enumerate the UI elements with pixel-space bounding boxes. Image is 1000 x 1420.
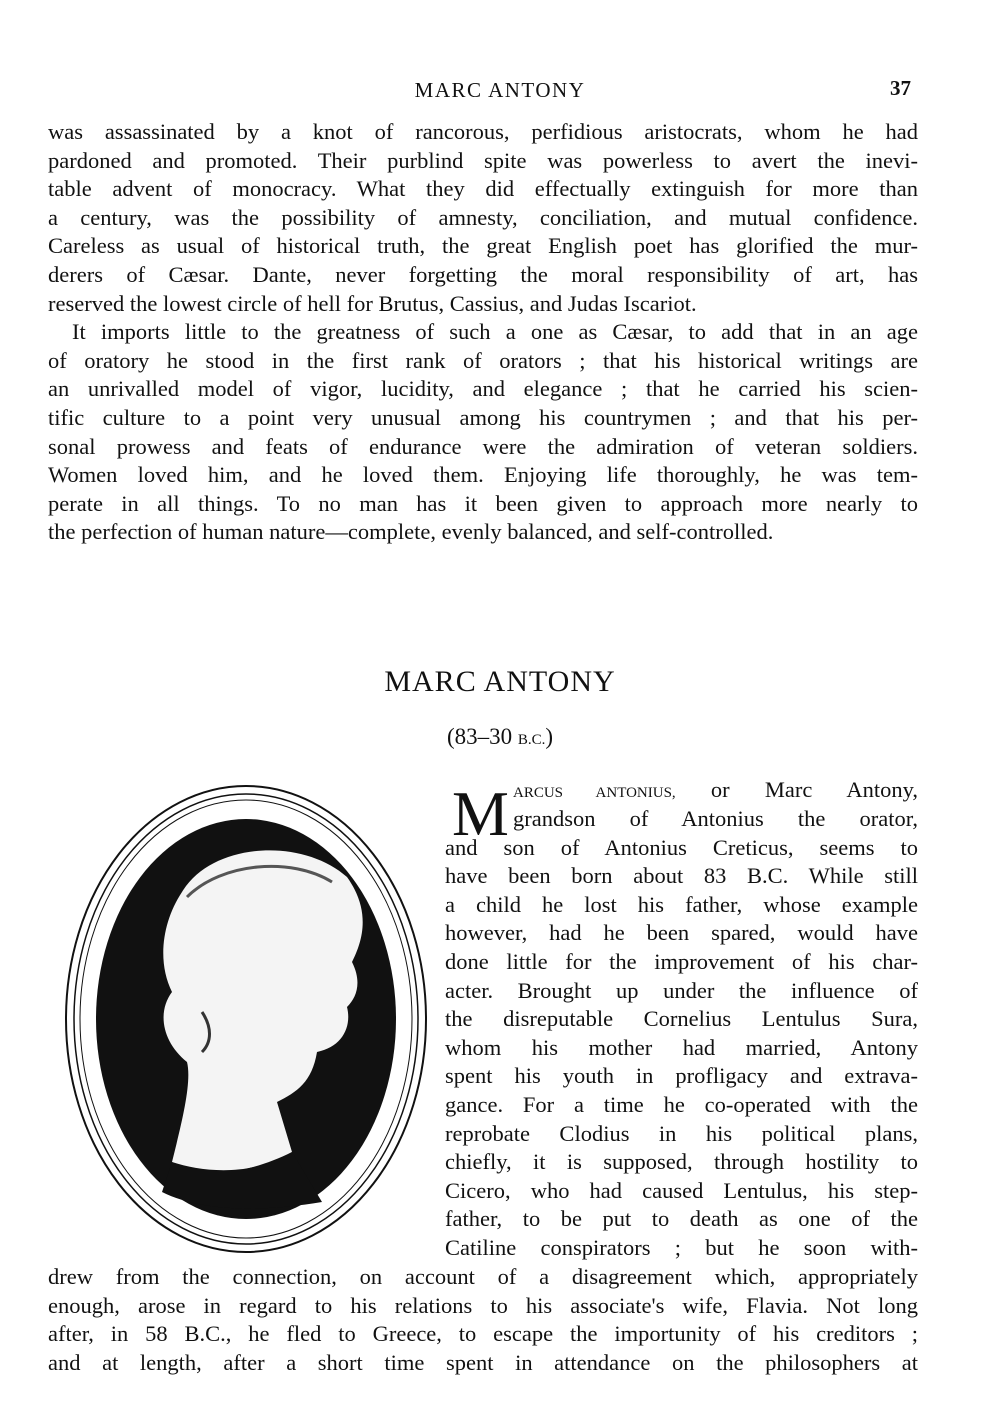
dates-close: ) bbox=[545, 724, 554, 749]
text-line: enough, arose in regard to his relations to his associate's wife, Flavia. Not long bbox=[48, 1292, 918, 1318]
text-line: perate in all things. To no man has it been given to approach more nearly to bbox=[48, 490, 918, 516]
text-line: sonal prowess and feats of endurance were the admiration of veteran soldiers. bbox=[48, 433, 918, 459]
section-title: MARC ANTONY bbox=[384, 665, 616, 698]
text-line: table advent of monocracy. What they did effectually extinguish for more than bbox=[48, 176, 918, 202]
text-line: done little for the improvement of his char- bbox=[445, 949, 918, 974]
first-line bbox=[513, 776, 918, 807]
text-line: was assassinated by a knot of rancorous, perfidious aristocrats, whom he had bbox=[48, 119, 918, 144]
text-line: Catiline conspirators ; but he soon with- bbox=[445, 1235, 918, 1260]
text-line: reprobate Clodius in his political plans, bbox=[445, 1120, 918, 1146]
text-line: an unrivalled model of vigor, lucidity, and elegance ; that he carried his scien- bbox=[48, 376, 918, 402]
running-title: MARC ANTONY bbox=[414, 78, 586, 102]
dates-era: B.C. bbox=[517, 732, 546, 748]
portrait-medallion-image bbox=[62, 782, 430, 1257]
text-line: spent his youth in profligacy and extrava- bbox=[445, 1063, 918, 1089]
section-dates bbox=[0, 724, 1000, 750]
text-line: a child he lost his father, whose example bbox=[445, 891, 918, 917]
drop-cap: M bbox=[452, 778, 509, 849]
text-line: Cicero, who had caused Lentulus, his step- bbox=[445, 1177, 918, 1203]
text-line: Careless as usual of historical truth, the great English poet has glorified the mur- bbox=[48, 233, 918, 259]
text-line: Women loved him, and he loved them. Enjoying life thoroughly, he was tem- bbox=[48, 462, 918, 488]
first-line-smallcaps: ARCUS ANTONIUS, bbox=[513, 785, 676, 801]
text-line: after, in 58 B.C., he fled to Greece, to escape the importunity of his creditors ; bbox=[48, 1321, 918, 1347]
text-line: whom his mother had married, Antony bbox=[445, 1034, 918, 1060]
text-line: however, had he been spared, would have bbox=[445, 920, 918, 946]
text-line: gance. For a time he co-operated with the bbox=[445, 1092, 918, 1117]
text-line: have been born about 83 B.C. While still bbox=[445, 863, 918, 889]
text-line: reserved the lowest circle of hell for Brutus, Cassius, and Judas Iscariot. bbox=[48, 290, 697, 316]
text-line: grandson of Antonius the orator, bbox=[513, 806, 918, 831]
first-line-rest: or Marc Antony, bbox=[710, 777, 919, 802]
text-line: and son of Antonius Creticus, seems to bbox=[445, 834, 918, 860]
text-line: acter. Brought up under the influence of bbox=[445, 977, 918, 1003]
page-number: 37 bbox=[890, 76, 911, 100]
text-line: pardoned and promoted. Their purblind spite was powerless to avert the inevi- bbox=[48, 147, 918, 173]
text-line: chiefly, it is supposed, through hostility to bbox=[445, 1149, 918, 1175]
text-line: tific culture to a point very unusual among his countrymen ; and that his per- bbox=[48, 405, 918, 430]
text-line: father, to be put to death as one of the bbox=[445, 1206, 918, 1232]
text-line: derers of Cæsar. Dante, never forgetting the moral responsibility of art, has bbox=[48, 262, 918, 287]
dates-range: (83–30 bbox=[446, 724, 518, 749]
text-line: a century, was the possibility of amnesty, conciliation, and mutual confidence. bbox=[48, 204, 918, 230]
text-line: and at length, after a short time spent in attendance on the philosophers at bbox=[48, 1349, 918, 1375]
text-line: drew from the connection, on account of a disagreement which, appropriately bbox=[48, 1264, 918, 1289]
text-line: It imports little to the greatness of such a one as Cæsar, to add that in an age bbox=[72, 319, 918, 345]
text-line: of oratory he stood in the first rank of orators ; that his historical writings are bbox=[48, 347, 918, 373]
text-line: the perfection of human nature—complete, evenly balanced, and self-controlled. bbox=[48, 519, 774, 545]
text-line: the disreputable Cornelius Lentulus Sura, bbox=[445, 1006, 918, 1032]
